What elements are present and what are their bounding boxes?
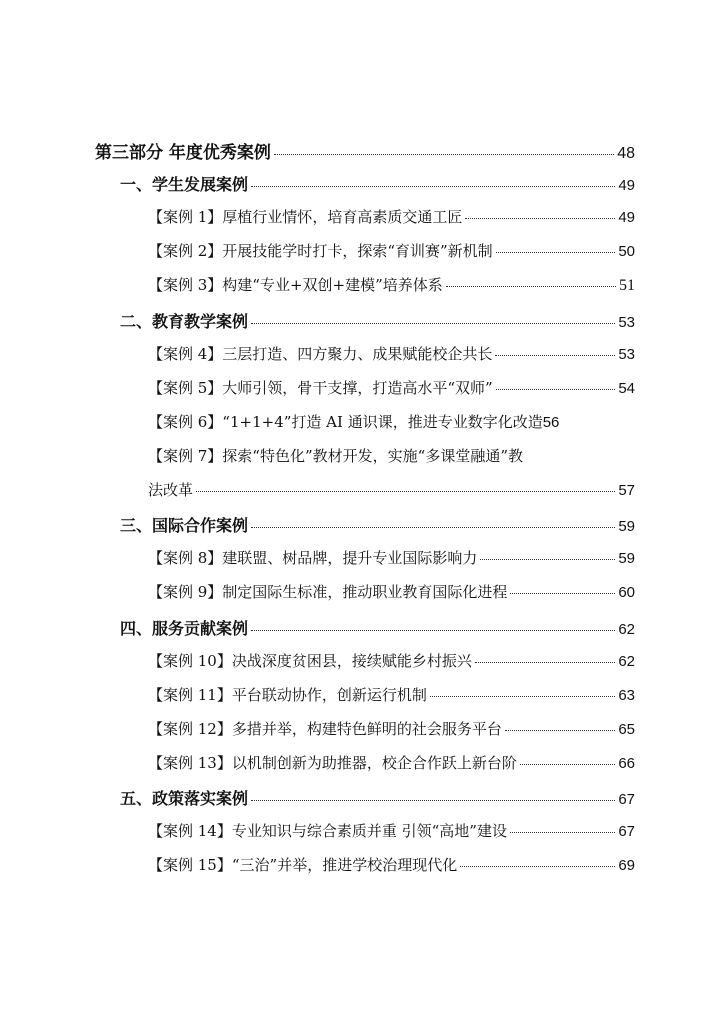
toc-case-entry[interactable]	[148, 547, 635, 571]
toc-page-number: 54	[618, 380, 635, 397]
toc-entry-title: 【案例 6】“1+1+4”打造 AI 通识课，推进专业数字化改造	[148, 413, 543, 431]
toc-entry-title: 【案例 11】平台联动协作，创新运行机制	[148, 686, 427, 704]
dot-leader	[505, 730, 615, 731]
toc-case-entry[interactable]	[148, 581, 635, 605]
toc-section-entry[interactable]	[120, 309, 635, 333]
toc-entry-title: 【案例 7】探索“特色化”教材开发，实施“多课堂融通”教	[148, 447, 523, 465]
dot-leader	[510, 832, 615, 833]
toc-case-entry[interactable]	[148, 752, 635, 776]
dot-leader	[196, 491, 615, 492]
toc-entry-title: 第三部分 年度优秀案例	[95, 143, 271, 163]
toc-case-entry[interactable]	[148, 206, 635, 230]
dot-leader	[446, 286, 616, 287]
toc-page-number: 59	[618, 518, 635, 535]
toc-entry-title: 二、教育教学案例	[120, 312, 249, 331]
toc-page-number: 53	[618, 314, 635, 331]
dot-leader	[465, 218, 615, 219]
toc-case-entry[interactable]	[148, 240, 635, 264]
dot-leader	[430, 696, 615, 697]
toc-entry-title: 五、政策落实案例	[120, 789, 249, 808]
dot-leader	[251, 800, 615, 801]
dot-leader	[510, 593, 615, 594]
toc-case-entry[interactable]	[148, 343, 635, 367]
toc-section-entry[interactable]	[120, 513, 635, 537]
toc-page-number: 65	[618, 721, 635, 738]
toc-section-entry[interactable]	[120, 616, 635, 640]
toc-page-number: 53	[618, 346, 635, 363]
toc-entry-title: 四、服务贡献案例	[120, 619, 249, 638]
toc-section-entry[interactable]	[120, 172, 635, 196]
toc-page-number: 57	[618, 482, 635, 499]
dot-leader	[480, 559, 615, 560]
toc-case-entry-continuation[interactable]	[148, 479, 635, 503]
toc-case-entry[interactable]	[148, 684, 635, 708]
toc-case-entry[interactable]	[148, 718, 635, 742]
toc-part-entry[interactable]	[95, 138, 635, 162]
toc-page-number: 51	[619, 277, 635, 294]
toc-page-number: 50	[618, 243, 635, 260]
toc-entry-title: 【案例 15】“三治”并举，推进学校治理现代化	[148, 856, 458, 874]
toc-case-entry[interactable]	[148, 377, 635, 401]
toc-case-entry[interactable]	[148, 820, 635, 844]
toc-case-entry[interactable]	[148, 650, 635, 674]
toc-entry-title: 【案例 1】厚植行业情怀，培育高素质交通工匠	[148, 208, 463, 226]
toc-entry-title: 【案例 9】制定国际生标准，推动职业教育国际化进程	[148, 583, 508, 601]
toc-entry-title: 【案例 3】构建“专业+双创+建模”培养体系	[148, 276, 443, 294]
dot-leader	[251, 323, 615, 324]
toc-page-number: 62	[618, 653, 635, 670]
dot-leader	[251, 186, 615, 187]
toc-entry-title: 一、学生发展案例	[120, 175, 249, 194]
toc-page-number: 67	[618, 791, 635, 808]
dot-leader	[496, 389, 616, 390]
dot-leader	[475, 662, 615, 663]
toc-entry-title: 【案例 13】以机制创新为助推器，校企合作跃上新台阶	[148, 754, 517, 772]
toc-entry-title: 【案例 5】大师引领，骨干支撑，打造高水平“双师”	[148, 379, 493, 397]
toc-case-entry[interactable]	[148, 274, 635, 298]
toc-page-number: 49	[618, 209, 635, 226]
toc-entry-title: 【案例 10】决战深度贫困县，接续赋能乡村振兴	[148, 652, 472, 670]
toc-page-number: 69	[618, 857, 635, 874]
toc-case-entry[interactable]	[148, 854, 635, 878]
toc-entry-title: 【案例 4】三层打造、四方聚力、成果赋能校企共长	[148, 345, 493, 363]
toc-page-number: 48	[617, 145, 635, 162]
toc-section-entry[interactable]	[120, 786, 635, 810]
dot-leader	[460, 866, 615, 867]
toc-page-number: 60	[618, 584, 635, 601]
toc-page-number: 62	[618, 621, 635, 638]
toc-page-number: 63	[618, 687, 635, 704]
dot-leader	[274, 154, 614, 155]
toc-case-entry[interactable]	[148, 445, 635, 469]
toc-page-number: 59	[618, 550, 635, 567]
toc-entry-title: 【案例 8】建联盟、树品牌，提升专业国际影响力	[148, 549, 478, 567]
toc-page-number: 49	[618, 177, 635, 194]
toc-page-number: 67	[618, 823, 635, 840]
toc-entry-title: 【案例 12】多措并举，构建特色鲜明的社会服务平台	[148, 720, 502, 738]
toc-case-entry[interactable]	[148, 411, 635, 435]
toc-entry-title: 三、国际合作案例	[120, 516, 249, 535]
dot-leader	[520, 764, 615, 765]
toc-entry-title: 【案例 14】专业知识与综合素质并重 引领“高地”建设	[148, 822, 507, 840]
dot-leader	[251, 630, 615, 631]
toc-page-number: 66	[618, 755, 635, 772]
dot-leader	[251, 527, 615, 528]
toc-entry-title-continued: 法改革	[148, 481, 194, 499]
dot-leader	[496, 252, 616, 253]
dot-leader	[495, 355, 615, 356]
toc-entry-title: 【案例 2】开展技能学时打卡，探索“育训赛”新机制	[148, 242, 493, 260]
toc-page-number: 56	[542, 414, 560, 431]
